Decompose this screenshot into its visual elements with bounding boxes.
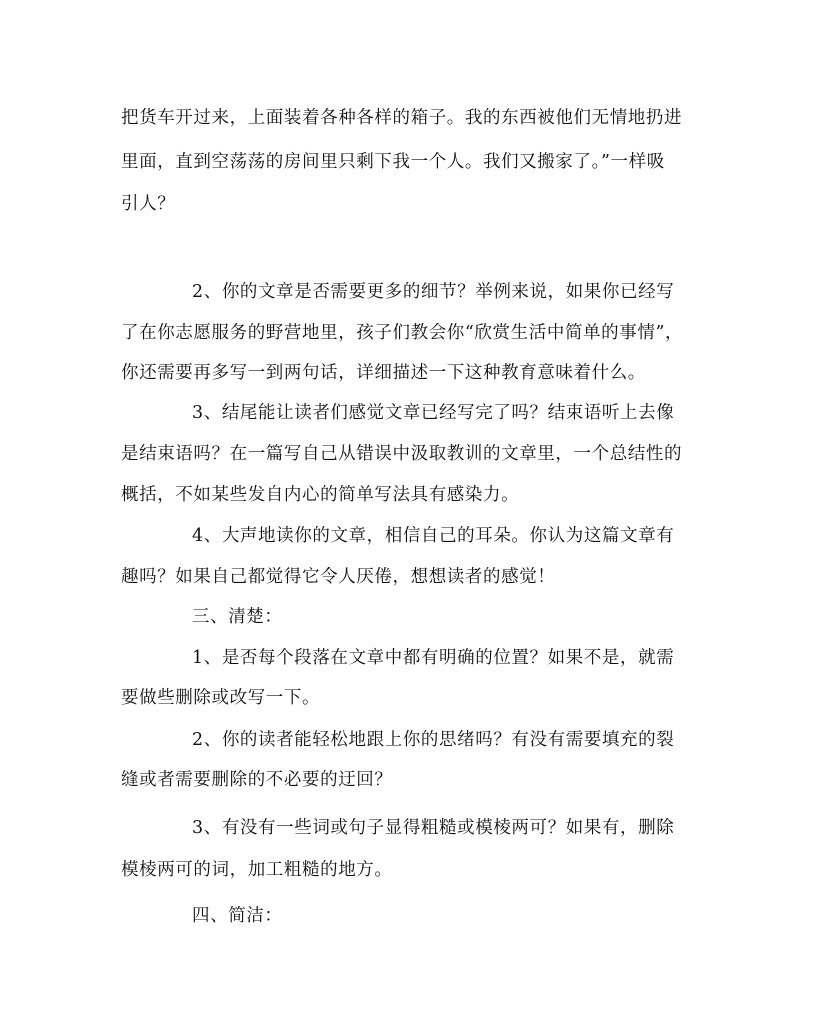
paragraph-line: 你还需要再多写一到两句话，详细描述一下这种教育意味着什么。 <box>121 363 646 383</box>
paragraph-line: 缝或者需要删除的不必要的迂回？ <box>121 770 393 790</box>
paragraph-line: 里面，直到空荡荡的房间里只剩下我一个人。我们又搬家了。”一样吸 <box>121 152 665 172</box>
paragraph-line: 3、有没有一些词或句子显得粗糙或模棱两可？如果有，删除 <box>192 818 675 838</box>
paragraph-line: 2、你的读者能轻松地跟上你的思绪吗？有没有需要填充的裂 <box>192 730 675 750</box>
paragraph-line: 概括，不如某些发自内心的简单写法具有感染力。 <box>121 485 520 505</box>
paragraph-line: 是结束语吗？在一篇写自己从错误中汲取教训的文章里，一个总结性的 <box>121 444 683 464</box>
section-heading: 三、清楚： <box>192 607 283 627</box>
paragraph-line: 趣吗？如果自己都觉得它令人厌倦，想想读者的感觉！ <box>121 567 556 587</box>
paragraph-line: 了在你志愿服务的野营地里，孩子们教会你“欣赏生活中简单的事情”， <box>121 323 684 343</box>
paragraph-line: 要做些删除或改写一下。 <box>121 688 321 708</box>
paragraph-line: 2、你的文章是否需要更多的细节？举例来说，如果你已经写 <box>192 282 675 302</box>
paragraph-line: 1、是否每个段落在文章中都有明确的位置？如果不是，就需 <box>192 648 675 668</box>
paragraph-line: 3、结尾能让读者们感觉文章已经写完了吗？结束语听上去像 <box>192 403 675 423</box>
paragraph-line: 把货车开过来，上面装着各种各样的箱子。我的东西被他们无情地扔进 <box>121 108 683 128</box>
paragraph-line: 模棱两可的词，加工粗糙的地方。 <box>121 860 393 880</box>
paragraph-line: 引人？ <box>121 194 176 214</box>
paragraph-line: 4、大声地读你的文章，相信自己的耳朵。你认为这篇文章有 <box>192 526 675 546</box>
section-heading: 四、简洁： <box>192 906 283 926</box>
